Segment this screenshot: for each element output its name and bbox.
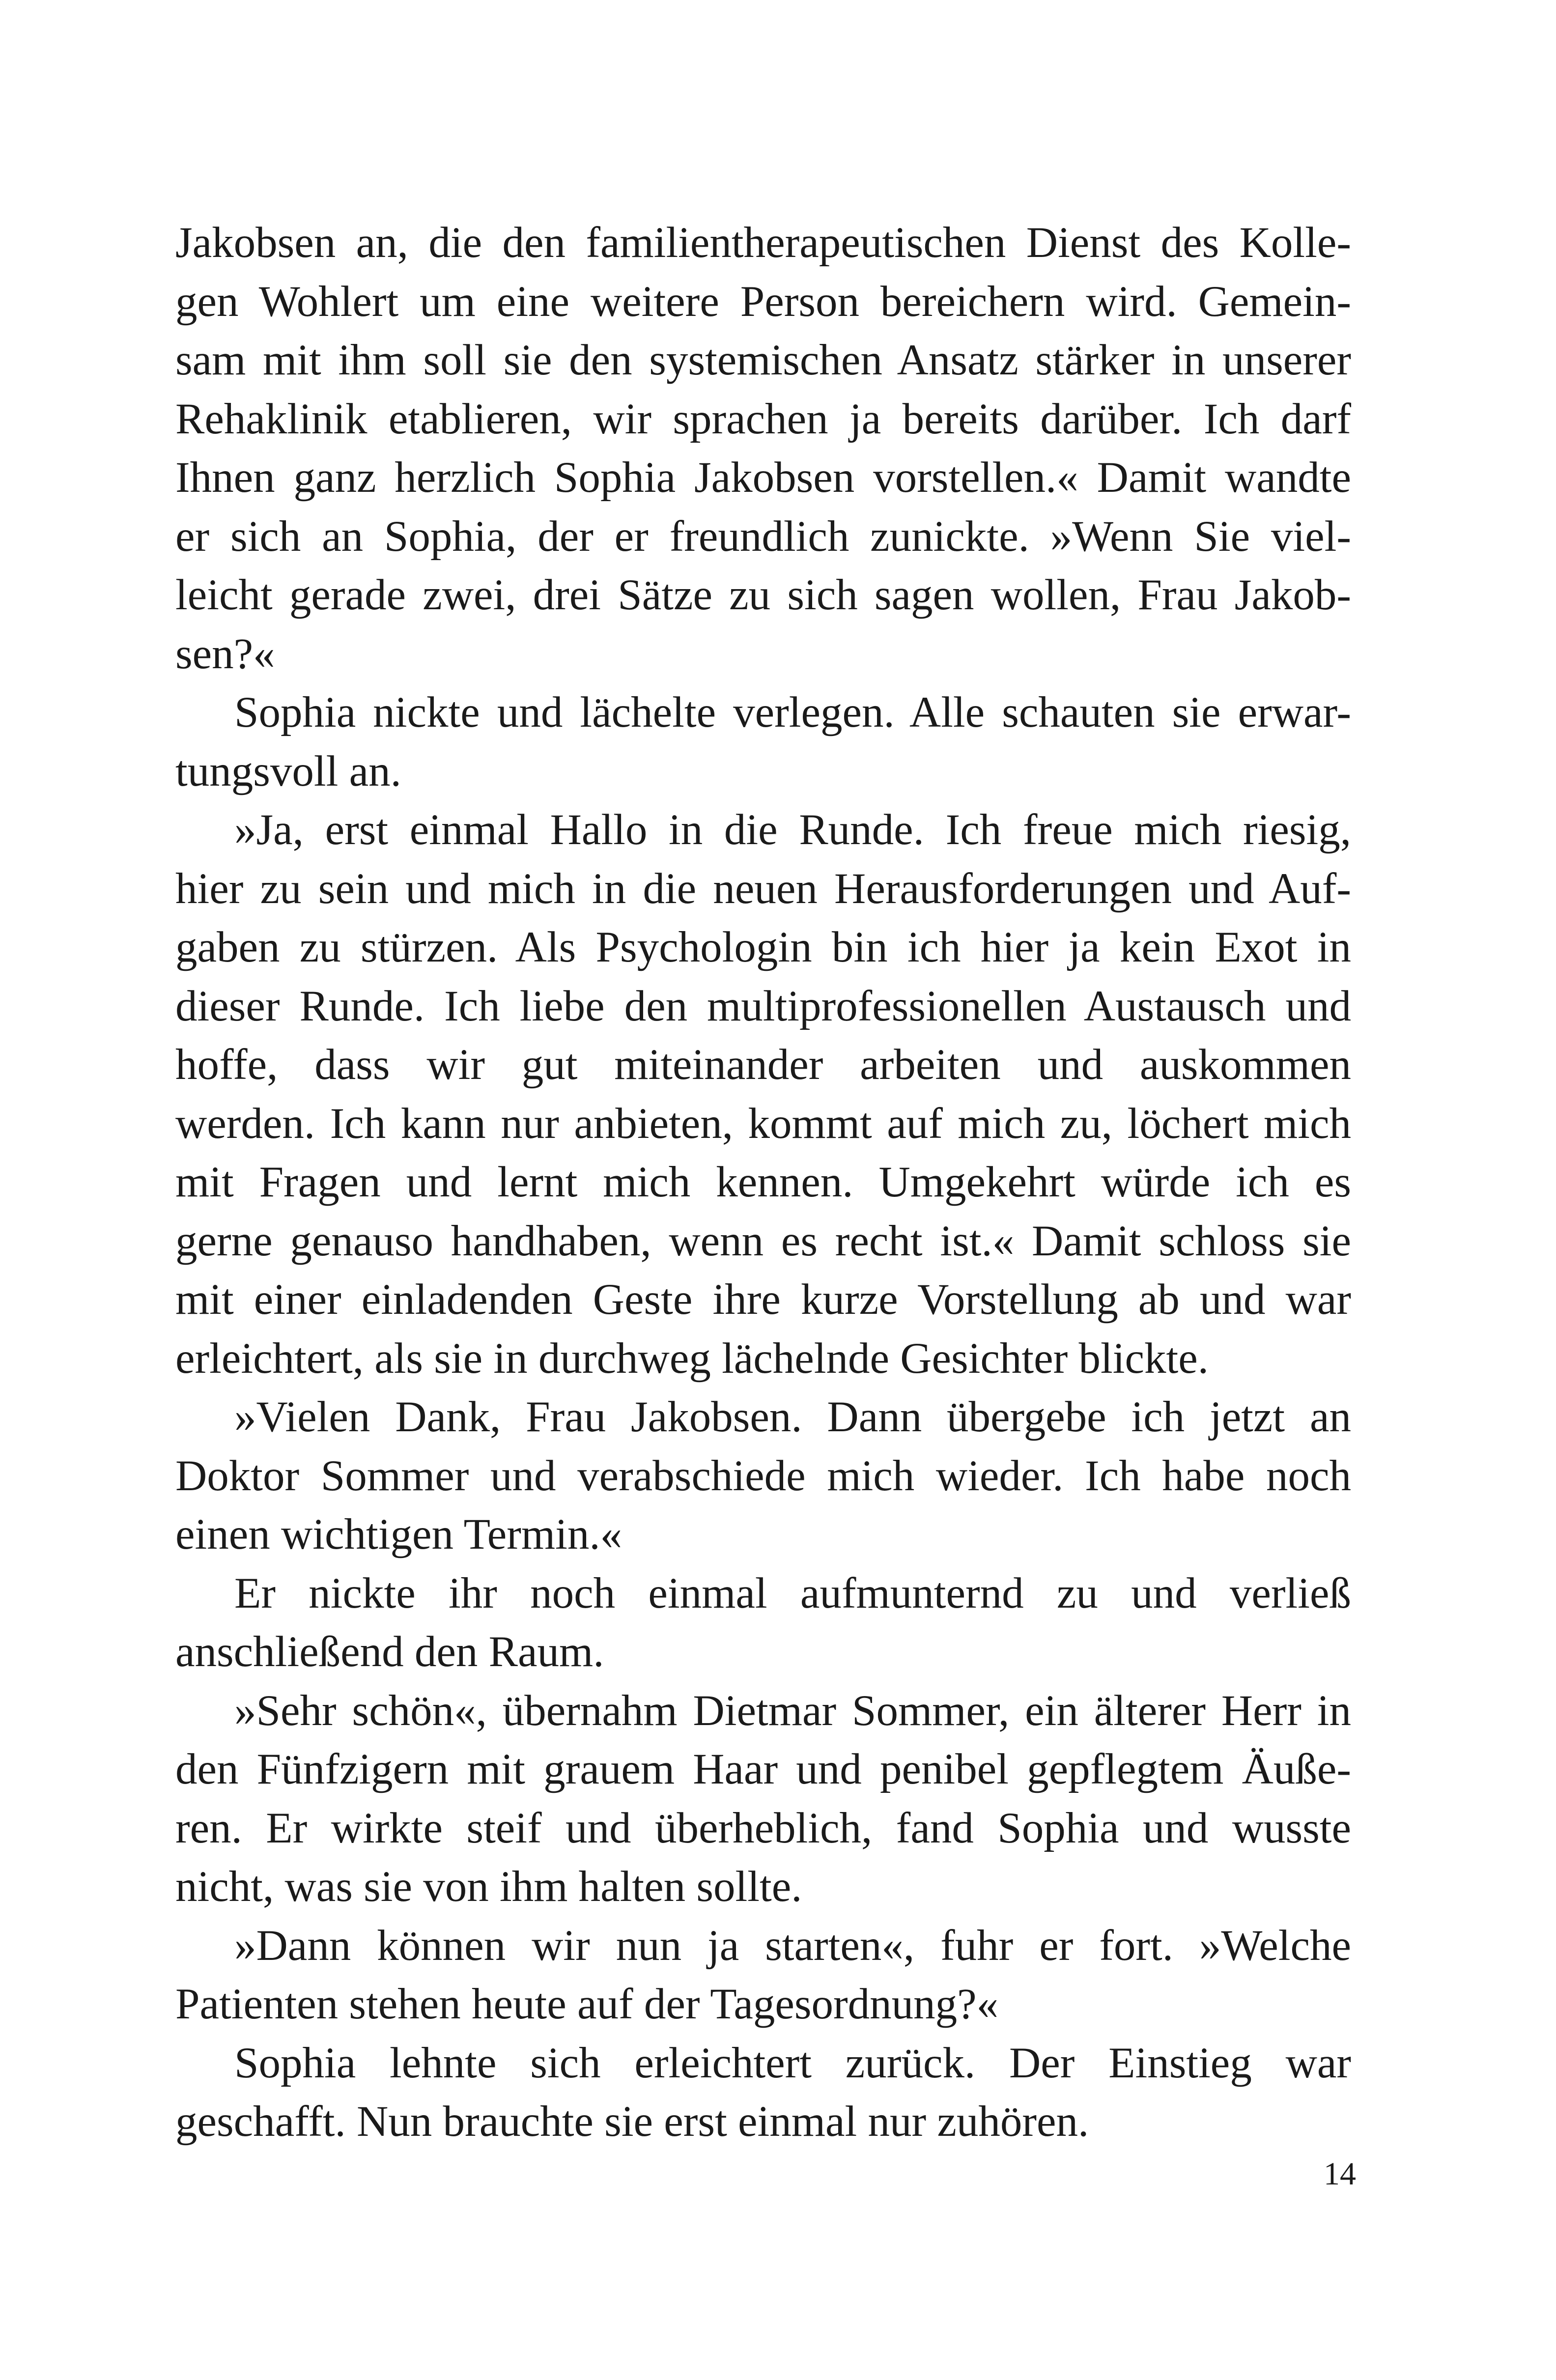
text-line: »Sehr schön«, übernahm Dietmar Sommer, ein älterer Herr in: [234, 1686, 1351, 1735]
text-line: hoffe, dass wir gut miteinander arbeiten und auskommen: [175, 1041, 1351, 1089]
text-line: den Fünfzigern mit grauem Haar und penibel gepflegtem Äuße-: [175, 1745, 1351, 1793]
text-line: tungsvoll an.: [175, 747, 401, 795]
text-line: gaben zu stürzen. Als Psychologin bin ich hier ja kein Exot in: [175, 923, 1351, 971]
text-line: dieser Runde. Ich liebe den multiprofessionellen Austausch und: [175, 982, 1351, 1030]
text-line: ren. Er wirkte steif und überheblich, fand Sophia und wusste: [175, 1804, 1351, 1852]
text-line: sen?«: [175, 629, 275, 678]
text-line: werden. Ich kann nur anbieten, kommt auf mich zu, löchert mich: [175, 1099, 1351, 1148]
page-number: 14: [1324, 2156, 1356, 2192]
text-line: Er nickte ihr noch einmal aufmunternd zu und verließ: [234, 1569, 1351, 1617]
text-line: mit Fragen und lernt mich kennen. Umgekehrt würde ich es: [175, 1158, 1351, 1206]
text-line: »Dann können wir nun ja starten«, fuhr er fort. »Welche: [234, 1921, 1351, 1970]
text-line: er sich an Sophia, der er freundlich zunickte. »Wenn Sie viel-: [175, 512, 1351, 561]
text-line: »Ja, erst einmal Hallo in die Runde. Ich freue mich riesig,: [234, 806, 1351, 854]
body-text: [175, 214, 1351, 2152]
text-line: Jakobsen an, die den familientherapeutischen Dienst des Kolle-: [175, 219, 1351, 267]
text-line: sam mit ihm soll sie den systemischen Ansatz stärker in unserer: [175, 336, 1351, 384]
text-line: Doktor Sommer und verabschiede mich wieder. Ich habe noch: [175, 1451, 1351, 1500]
text-line: Ihnen ganz herzlich Sophia Jakobsen vorstellen.« Damit wandte: [175, 453, 1351, 502]
text-line: gerne genauso handhaben, wenn es recht ist.« Damit schloss sie: [175, 1217, 1351, 1265]
text-line: Sophia nickte und lächelte verlegen. Alle schauten sie erwar-: [234, 688, 1351, 737]
text-line: leicht gerade zwei, drei Sätze zu sich sagen wollen, Frau Jakob-: [175, 571, 1351, 619]
text-line: einen wichtigen Termin.«: [175, 1510, 622, 1558]
text-line: Patienten stehen heute auf der Tagesordnung?«: [175, 1980, 999, 2028]
text-line: erleichtert, als sie in durchweg lächelnde Gesichter blickte.: [175, 1334, 1209, 1383]
text-line: mit einer einladenden Geste ihre kurze Vorstellung ab und war: [175, 1275, 1351, 1324]
text-line: »Vielen Dank, Frau Jakobsen. Dann übergebe ich jetzt an: [234, 1393, 1351, 1441]
text-line: gen Wohlert um eine weitere Person bereichern wird. Gemein-: [175, 277, 1351, 326]
text-line: geschafft. Nun brauchte sie erst einmal nur zuhören.: [175, 2097, 1089, 2146]
text-line: Sophia lehnte sich erleichtert zurück. Der Einstieg war: [234, 2039, 1351, 2087]
text-line: anschließend den Raum.: [175, 1628, 604, 1676]
text-line: Rehaklinik etablieren, wir sprachen ja bereits darüber. Ich darf: [175, 395, 1351, 443]
text-line: nicht, was sie von ihm halten sollte.: [175, 1863, 802, 1911]
text-line: hier zu sein und mich in die neuen Herausforderungen und Auf-: [175, 864, 1351, 913]
